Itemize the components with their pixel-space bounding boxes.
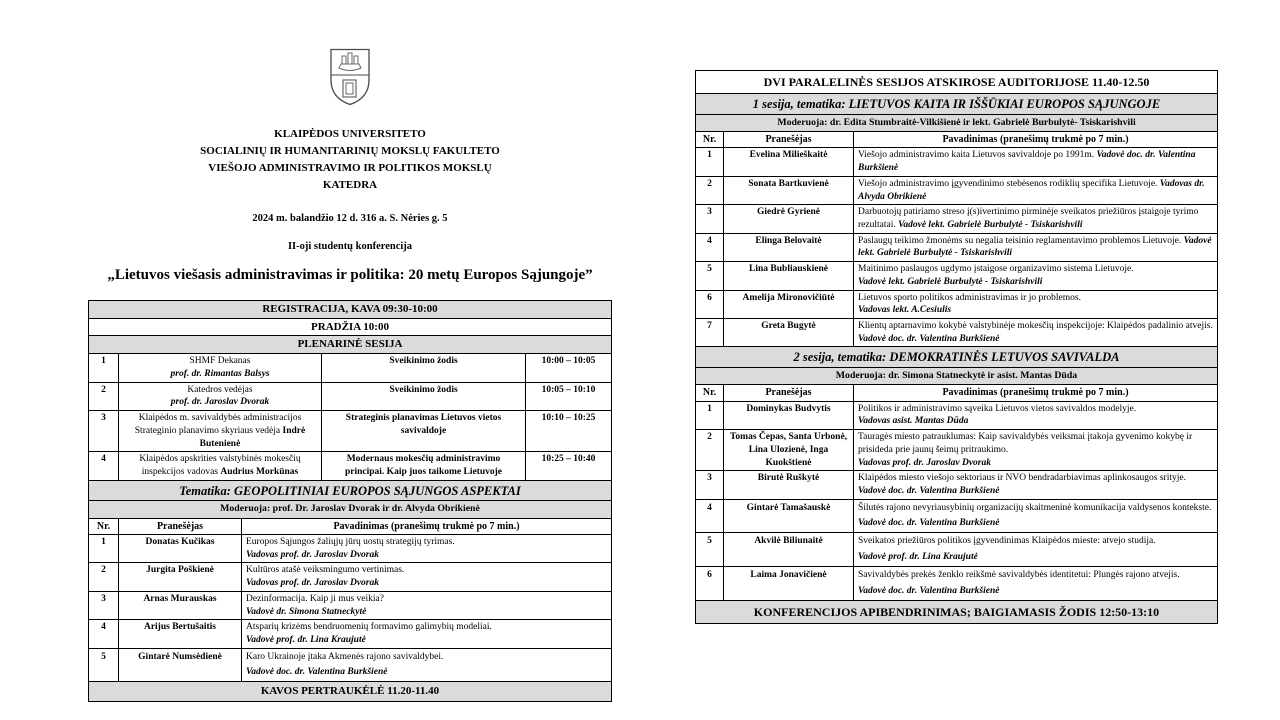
speaker-cell: Greta Bugytė — [724, 318, 854, 346]
talk-title-cell: Sveikinimo žodis — [322, 354, 526, 382]
org-line-1: KLAIPĖDOS UNIVERSITETO — [274, 128, 426, 140]
speaker-cell: Elinga Belovaitė — [724, 233, 854, 261]
time-cell: 10:25 – 10:40 — [526, 452, 612, 480]
speaker-cell: Jurgita Poškienė — [119, 563, 242, 591]
plenary-table — [88, 300, 612, 481]
speaker-cell: Katedros vedėjas prof. dr. Jaroslav Dvorak — [119, 382, 322, 410]
plenary-rows — [89, 354, 612, 480]
coffee-break-row — [89, 682, 612, 702]
speaker-name: prof. dr. Rimantas Balsys — [170, 368, 270, 379]
nr-cell: 1 — [696, 148, 724, 176]
speaker-cell: Klaipėdos m. savivaldybės administracijos Strateginio planavimo skyriaus vedėja Indrė Butenienė — [119, 411, 322, 452]
speaker-cell: Tomas Čepas, Santa Urbonė, Lina Ulozienė, Inga Kuokštienė — [724, 430, 854, 471]
nr-cell: 4 — [89, 452, 119, 480]
column-header-1: Nr. — [89, 518, 119, 534]
session-theme-row — [696, 347, 1218, 368]
talk-title-cell: Klientų aptarnavimo kokybė valstybinėje mokesčių inspekcijoje: Klaipėdos padalinio atvejis. Vadovė doc. dr. Valentina Burkšienė — [854, 318, 1218, 346]
nr-cell: 3 — [89, 591, 119, 619]
talk-title-cell: Europos Sąjungos žaliųjų jūrų uostų strategijų tyrimas. Vadovas prof. dr. Jaroslav Dvorak — [242, 534, 612, 562]
talk-title-cell: Tauragės miesto patrauklumas: Kaip savivaldybės veiksmai įtakoja gyvenimo kokybę ir prisideda prie jaunų šeimų pritraukimo. Vadovas prof. dr. Jaroslav Dvorak — [854, 430, 1218, 471]
nr-cell: 3 — [696, 471, 724, 499]
session-moderators-row — [696, 114, 1218, 131]
parallel-sessions-banner-table — [695, 70, 1218, 94]
closing-banner: KONFERENCIJOS APIBENDRINIMAS; BAIGIAMASIS ŽODIS 12:50-13:10 — [696, 600, 1218, 623]
organization-header — [88, 126, 612, 194]
plenary-row — [89, 411, 612, 452]
session-row — [89, 591, 612, 619]
session-row — [696, 148, 1218, 176]
column-header-2: Pranešėjas — [119, 518, 242, 534]
speaker-cell: Gintarė Tamašauskė — [724, 499, 854, 533]
geopolitics-session-table — [88, 480, 612, 703]
crest-icon — [327, 48, 373, 106]
supervisor-name: Vadovas prof. dr. Jaroslav Dvorak — [246, 549, 380, 560]
session-row — [696, 233, 1218, 261]
org-line-2: SOCIALINIŲ IR HUMANITARINIŲ MOKSLŲ FAKULTETO — [200, 145, 500, 157]
speaker-name: Indrė Butenienė — [199, 425, 306, 449]
talk-title-cell: Klaipėdos miesto viešojo sektoriaus ir NVO bendradarbiavimas aplinkosaugos srityje. Vadovė doc. dr. Valentina Burkšienė — [854, 471, 1218, 499]
speaker-cell: Arnas Murauskas — [119, 591, 242, 619]
university-crest-logo — [327, 48, 373, 106]
talk-title-cell: Šilutės rajono nevyriausybinių organizacijų skaitmeninė komunikacija valdysenos kontekste. Vadovė doc. dr. Valentina Burkšienė — [854, 499, 1218, 533]
session-row — [89, 534, 612, 562]
talk-title-cell: Paslaugų teikimo žmonėms su negalia teisinio reglamentavimo problemos Lietuvoje. Vadovė lekt. Gabrielė Burbulytė - Tsiskarishvili — [854, 233, 1218, 261]
column-header-3: Pavadinimas (pranešimų trukmė po 7 min.) — [242, 518, 612, 534]
registration-banner-row — [89, 301, 612, 319]
org-line-3: VIEŠOJO ADMINISTRAVIMO IR POLITIKOS MOKSLŲ — [208, 162, 492, 174]
supervisor-name: Vadovė doc. dr. Valentina Burkšienė — [858, 585, 1000, 596]
speaker-cell: Evelina Milieškaitė — [724, 148, 854, 176]
session-1-table — [695, 93, 1218, 347]
session-row — [696, 401, 1218, 429]
supervisor-name: Vadovas lekt. A.Cesiulis — [858, 305, 952, 316]
session-row — [696, 499, 1218, 533]
plenary-row — [89, 354, 612, 382]
talk-title-cell: Kultūros atašė veiksmingumo vertinimas. Vadovas prof. dr. Jaroslav Dvorak — [242, 563, 612, 591]
column-header-2: Pranešėjas — [724, 131, 854, 147]
session-moderators-row — [89, 501, 612, 518]
talk-title-cell: Politikos ir administravimo sąveika Lietuvos vietos savivaldos modelyje. Vadovas asist. Mantas Dūda — [854, 401, 1218, 429]
speaker-cell: SHMF Dekanas prof. dr. Rimantas Balsys — [119, 354, 322, 382]
session-row — [696, 290, 1218, 318]
nr-cell: 1 — [696, 401, 724, 429]
session-theme: Tematika: GEOPOLITINIAI EUROPOS SĄJUNGOS ASPEKTAI — [89, 480, 612, 501]
speaker-cell: Lina Bubliauskienė — [724, 262, 854, 290]
conference-title: „Lietuvos viešasis administravimas ir politika: 20 metų Europos Sąjungoje” — [107, 267, 593, 283]
talk-title-cell: Lietuvos sporto politikos administravimas ir jo problemos. Vadovas lekt. A.Cesiulis — [854, 290, 1218, 318]
supervisor-name: Vadovė doc. dr. Valentina Burkšienė — [858, 485, 1000, 496]
supervisor-name: Vadovė doc. dr. Valentina Burkšienė — [858, 518, 1000, 529]
session-row — [696, 471, 1218, 499]
column-header-row — [696, 131, 1218, 147]
speaker-cell: Gintarė Numsėdienė — [119, 648, 242, 682]
nr-cell: 4 — [696, 499, 724, 533]
nr-cell: 2 — [696, 430, 724, 471]
time-cell: 10:00 – 10:05 — [526, 354, 612, 382]
speaker-cell: Giedrė Gyrienė — [724, 205, 854, 233]
session-body — [89, 480, 612, 682]
talk-title-cell: Strateginis planavimas Lietuvos vietos savivaldoje — [322, 411, 526, 452]
supervisor-name: Vadovė prof. dr. Lina Kraujutė — [246, 634, 366, 645]
session-moderators-row — [696, 368, 1218, 385]
nr-cell: 4 — [89, 620, 119, 648]
plenary-row — [89, 382, 612, 410]
supervisor-name: Vadovas prof. dr. Jaroslav Dvorak — [858, 457, 992, 468]
session-theme-row — [696, 94, 1218, 115]
left-page — [88, 0, 612, 702]
session-body — [696, 347, 1218, 601]
nr-cell: 2 — [89, 382, 119, 410]
supervisor-name: Vadovė doc. dr. Valentina Burkšienė — [858, 333, 1000, 344]
session-row — [696, 205, 1218, 233]
nr-cell: 6 — [696, 290, 724, 318]
supervisor-name: Vadovė prof. dr. Lina Kraujutė — [858, 551, 978, 562]
speaker-cell: Dominykas Budvytis — [724, 401, 854, 429]
session-row — [696, 262, 1218, 290]
session-body — [696, 94, 1218, 347]
nr-cell: 5 — [89, 648, 119, 682]
column-header-3: Pavadinimas (pranešimų trukmė po 7 min.) — [854, 385, 1218, 401]
talk-title-cell: Sveikatos priežiūros politikos įgyvendinimas Klaipėdos mieste: atvejo studija. Vadovė prof. dr. Lina Kraujutė — [854, 533, 1218, 567]
supervisor-name: Vadovė lekt. Gabrielė Burbulytė - Tsiskarishvili — [898, 219, 1083, 230]
talk-title-cell: Darbuotojų patiriamo streso į(s)ivertinimo pirminėje sveikatos priežiūros įstaigoje tyrimo rezultatai. Vadovė lekt. Gabrielė Burbulytė - Tsiskarishvili — [854, 205, 1218, 233]
nr-cell: 6 — [696, 567, 724, 601]
nr-cell: 5 — [696, 533, 724, 567]
speaker-cell: Sonata Bartkuvienė — [724, 176, 854, 204]
talk-title-cell: Karo Ukrainoje įtaka Akmenės rajono savivaldybei. Vadovė doc. dr. Valentina Burkšienė — [242, 648, 612, 682]
speaker-name: Audrius Morkūnas — [220, 466, 299, 477]
time-cell: 10:05 – 10:10 — [526, 382, 612, 410]
session-row — [696, 176, 1218, 204]
nr-cell: 1 — [89, 534, 119, 562]
speaker-cell: Arijus Bertušaitis — [119, 620, 242, 648]
supervisor-name: Vadovas asist. Mantas Dūda — [858, 416, 969, 427]
talk-title-cell: Viešojo administravimo įgyvendinimo stebėsenos rodiklių specifika Lietuvoje. Vadovas dr. Alvyda Obrikienė — [854, 176, 1218, 204]
speaker-cell: Klaipėdos apskrities valstybinės mokesčių inspekcijos vadovas Audrius Morkūnas — [119, 452, 322, 480]
plenary-session-banner: PLENARINĖ SESIJA — [89, 336, 612, 354]
column-header-row — [696, 385, 1218, 401]
conference-edition: II-oji studentų konferencija — [287, 241, 413, 252]
nr-cell: 4 — [696, 233, 724, 261]
speaker-cell: Laima Jonavičienė — [724, 567, 854, 601]
parallel-sessions-row — [696, 71, 1218, 94]
speaker-cell: Amelija Mironovičiūtė — [724, 290, 854, 318]
session-row — [696, 533, 1218, 567]
parallel-sessions-banner: DVI PARALELINĖS SESIJOS ATSKIROSE AUDITORIJOSE 11.40-12.50 — [696, 71, 1218, 94]
nr-cell: 2 — [89, 563, 119, 591]
column-header-3: Pavadinimas (pranešimų trukmė po 7 min.) — [854, 131, 1218, 147]
supervisor-name: Vadovė lekt. Gabrielė Burbulytė - Tsiskarishvili — [858, 276, 1043, 287]
supervisor-name: Vadovė dr. Simona Statneckytė — [246, 606, 367, 617]
nr-cell: 3 — [89, 411, 119, 452]
session-row — [89, 563, 612, 591]
session-theme: 2 sesija, tematika: DEMOKRATINĖS LETUVOS SAVIVALDA — [696, 347, 1218, 368]
speaker-cell: Donatas Kučikas — [119, 534, 242, 562]
start-banner-row — [89, 318, 612, 336]
talk-title-cell: Maitinimo paslaugos ugdymo įstaigose organizavimo sistema Lietuvoje. Vadovė lekt. Gabrielė Burbulytė - Tsiskarishvili — [854, 262, 1218, 290]
column-header-1: Nr. — [696, 131, 724, 147]
speaker-cell: Akvilė Biliunaitė — [724, 533, 854, 567]
speaker-name: prof. dr. Jaroslav Dvorak — [170, 397, 270, 408]
nr-cell: 5 — [696, 262, 724, 290]
talk-title-cell: Viešojo administravimo kaita Lietuvos savivaldoje po 1991m. Vadovė doc. dr. Valentina Burkšienė — [854, 148, 1218, 176]
talk-title-cell: Atsparių krizėms bendruomenių formavimo galimybių modeliai. Vadovė prof. dr. Lina Kraujutė — [242, 620, 612, 648]
session-moderators: Moderuoja: dr. Edita Stumbraitė-Vilkišienė ir lekt. Gabrielė Burbulytė- Tsiskarishvili — [696, 114, 1218, 131]
column-header-row — [89, 518, 612, 534]
session-row — [696, 567, 1218, 601]
supervisor-name: Vadovas dr. Alvyda Obrikienė — [858, 178, 1205, 202]
session-theme-row — [89, 480, 612, 501]
session-row — [696, 430, 1218, 471]
talk-title-cell: Modernaus mokesčių administravimo principai. Kaip juos taikome Lietuvoje — [322, 452, 526, 480]
nr-cell: 1 — [89, 354, 119, 382]
nr-cell: 3 — [696, 205, 724, 233]
column-header-1: Nr. — [696, 385, 724, 401]
talk-title-cell: Savivaldybės prekės ženklo reikšmė savivaldybės identitetui: Plungės rajono atvejis. Vadovė doc. dr. Valentina Burkšienė — [854, 567, 1218, 601]
session-moderators: Moderuoja: prof. Dr. Jaroslav Dvorak ir dr. Alvyda Obrikienė — [89, 501, 612, 518]
plenary-row — [89, 452, 612, 480]
talk-title-cell: Sveikinimo žodis — [322, 382, 526, 410]
column-header-2: Pranešėjas — [724, 385, 854, 401]
time-cell: 10:10 – 10:25 — [526, 411, 612, 452]
nr-cell: 7 — [696, 318, 724, 346]
supervisor-name: Vadovė doc. dr. Valentina Burkšienė — [858, 150, 1196, 174]
session-row — [89, 648, 612, 682]
session-row — [696, 318, 1218, 346]
supervisor-name: Vadovas prof. dr. Jaroslav Dvorak — [246, 578, 380, 589]
event-date-location: 2024 m. balandžio 12 d. 316 a. S. Nėries g. 5 — [252, 213, 448, 224]
speaker-cell: Birutė Ruškytė — [724, 471, 854, 499]
start-banner: PRADŽIA 10:00 — [89, 318, 612, 336]
registration-banner: REGISTRACIJA, KAVA 09:30-10:00 — [89, 301, 612, 319]
supervisor-name: Vadovė doc. dr. Valentina Burkšienė — [246, 667, 388, 678]
session-moderators: Moderuoja: dr. Simona Statneckytė ir asist. Mantas Dūda — [696, 368, 1218, 385]
session-2-table — [695, 346, 1218, 601]
right-page — [695, 70, 1218, 624]
session-theme: 1 sesija, tematika: LIETUVOS KAITA IR IŠŠŪKIAI EUROPOS SĄJUNGOJE — [696, 94, 1218, 115]
closing-banner-table — [695, 600, 1218, 624]
org-line-4: KATEDRA — [322, 179, 378, 191]
coffee-break-banner: KAVOS PERTRAUKĖLĖ 11.20-11.40 — [89, 682, 612, 702]
talk-title-cell: Dezinformacija. Kaip ji mus veikia? Vadovė dr. Simona Statneckytė — [242, 591, 612, 619]
session-row — [89, 620, 612, 648]
nr-cell: 2 — [696, 176, 724, 204]
closing-row — [696, 600, 1218, 623]
supervisor-name: Vadovė lekt. Gabrielė Burbulytė - Tsiskarishvili — [858, 235, 1212, 259]
plenary-banner-row — [89, 336, 612, 354]
